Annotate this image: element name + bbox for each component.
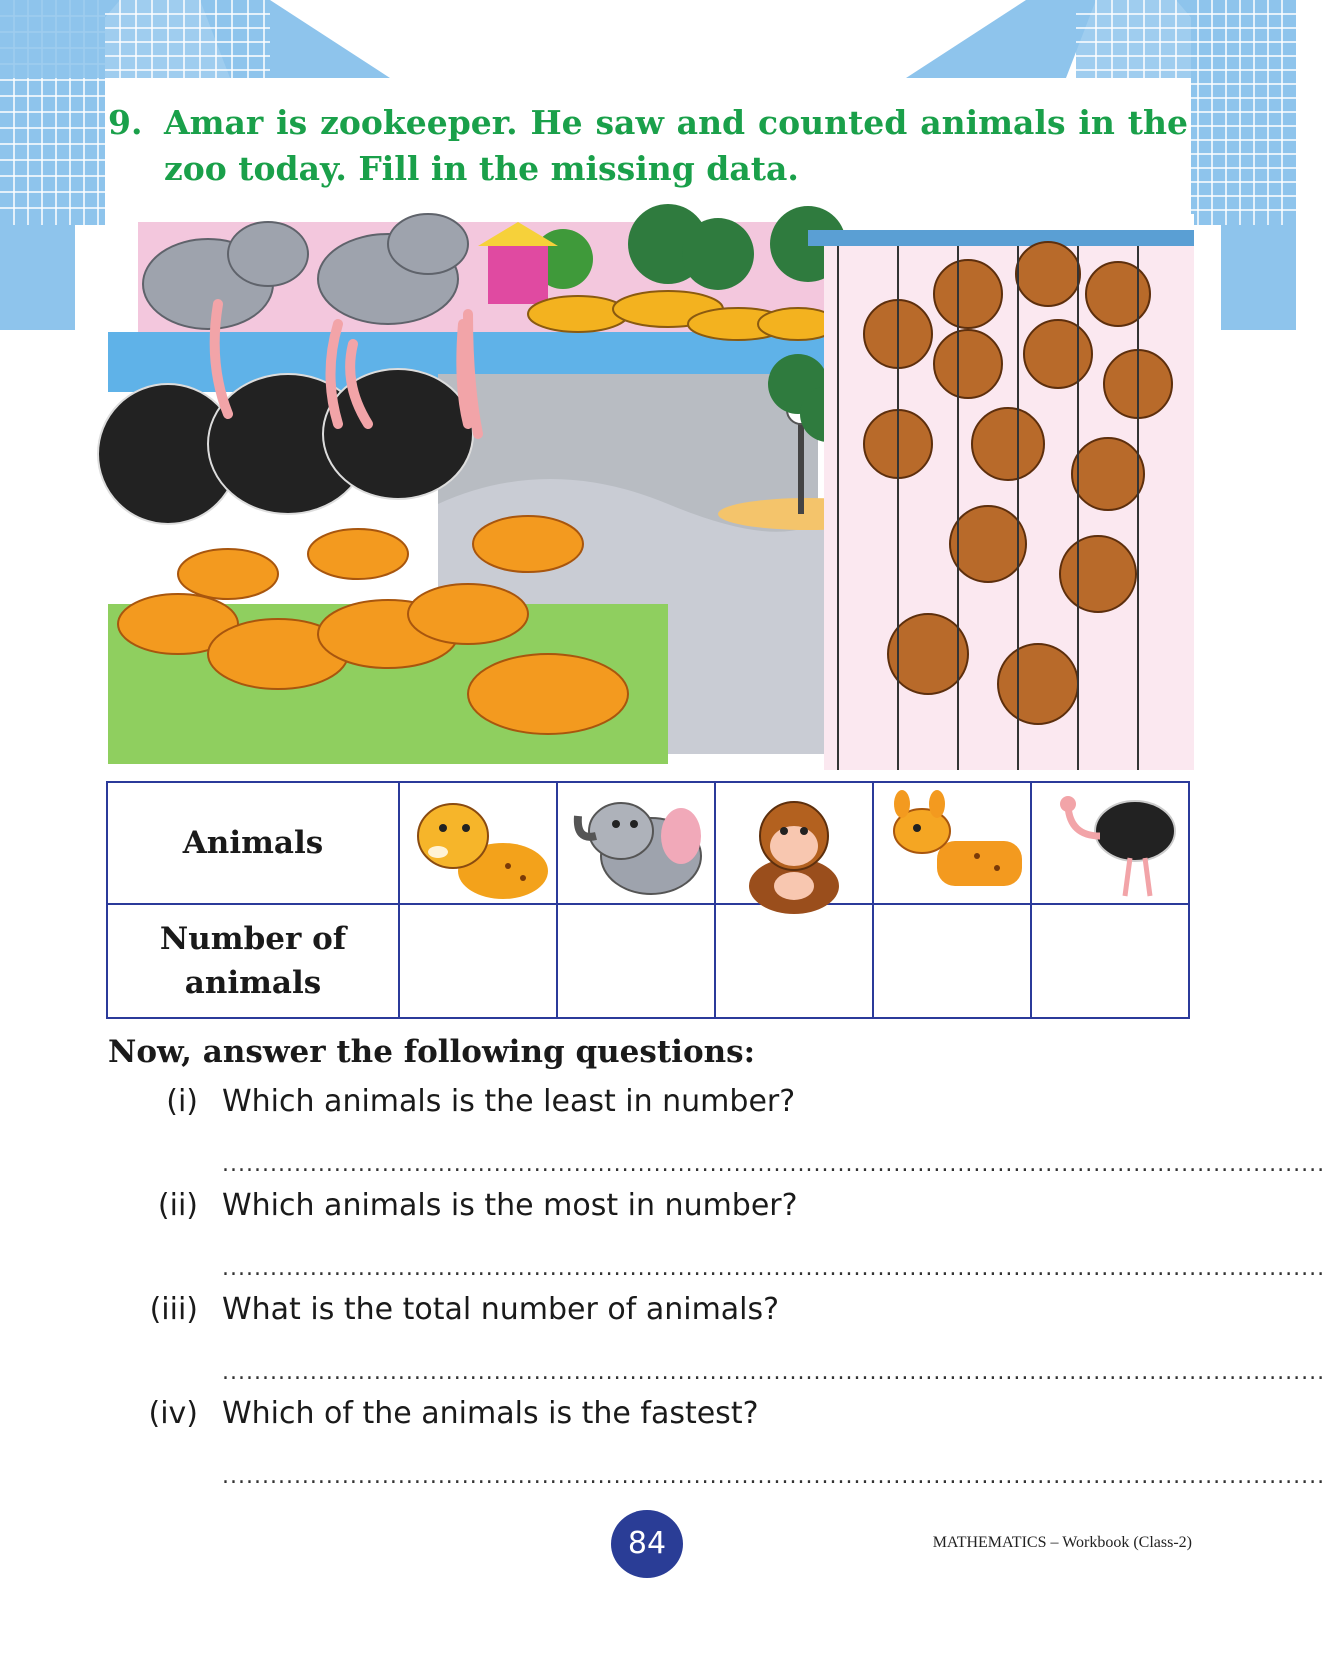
zoo-scene-illustration <box>108 214 1194 770</box>
ostrich-cell <box>1031 782 1189 904</box>
cheetah-count-cell[interactable] <box>399 904 557 1018</box>
question-ii-number: (ii) <box>157 1188 198 1223</box>
elephant-count-cell[interactable] <box>557 904 715 1018</box>
questions-heading: Now, answer the following questions: <box>108 1034 756 1070</box>
question-i-number: (i) <box>166 1084 198 1119</box>
question-number: 9. <box>108 103 143 142</box>
elephant-cell <box>557 782 715 904</box>
answer-line-iii[interactable]: .......................................................................................................................................... <box>222 1360 1325 1385</box>
monkey-count-cell[interactable] <box>715 904 873 1018</box>
deer-count-cell[interactable] <box>873 904 1031 1018</box>
footer-book-title: MATHEMATICS – Workbook (Class-2) <box>932 1534 1192 1551</box>
question-text-line-1: Amar is zookeeper. He saw and counted animals in the <box>164 103 1188 142</box>
question-ii-text: Which animals is the most in number? <box>222 1188 798 1223</box>
monkey-cell <box>715 782 873 904</box>
answer-line-iv[interactable]: .......................................................................................................................................... <box>222 1464 1325 1489</box>
question-iii-number: (iii) <box>149 1292 198 1327</box>
page-number-badge: 84 <box>611 1510 683 1578</box>
question-iii-text: What is the total number of animals? <box>222 1292 780 1327</box>
ostrich-count-cell[interactable] <box>1031 904 1189 1018</box>
question-i-text: Which animals is the least in number? <box>222 1084 796 1119</box>
cheetah-icon <box>408 786 548 896</box>
animal-count-table <box>106 781 1190 1019</box>
deer-icon <box>882 786 1022 896</box>
question-iv-number: (iv) <box>148 1396 198 1431</box>
question-iv-text: Which of the animals is the fastest? <box>222 1396 759 1431</box>
question-text-line-2: zoo today. Fill in the missing data. <box>164 149 799 188</box>
elephant-icon <box>566 786 706 896</box>
animals-header-cell: Animals <box>107 782 399 904</box>
answer-line-ii[interactable]: .......................................................................................................................................... <box>222 1256 1325 1281</box>
answer-line-i[interactable]: .......................................................................................................................................... <box>222 1152 1325 1177</box>
cheetah-cell <box>399 782 557 904</box>
monkey-icon <box>724 786 864 896</box>
ostrich-icon <box>1040 786 1180 896</box>
number-of-animals-header-cell <box>107 904 399 1018</box>
deer-cell <box>873 782 1031 904</box>
number-of-label: Number of <box>159 921 347 957</box>
animals-label: animals <box>184 965 322 1001</box>
